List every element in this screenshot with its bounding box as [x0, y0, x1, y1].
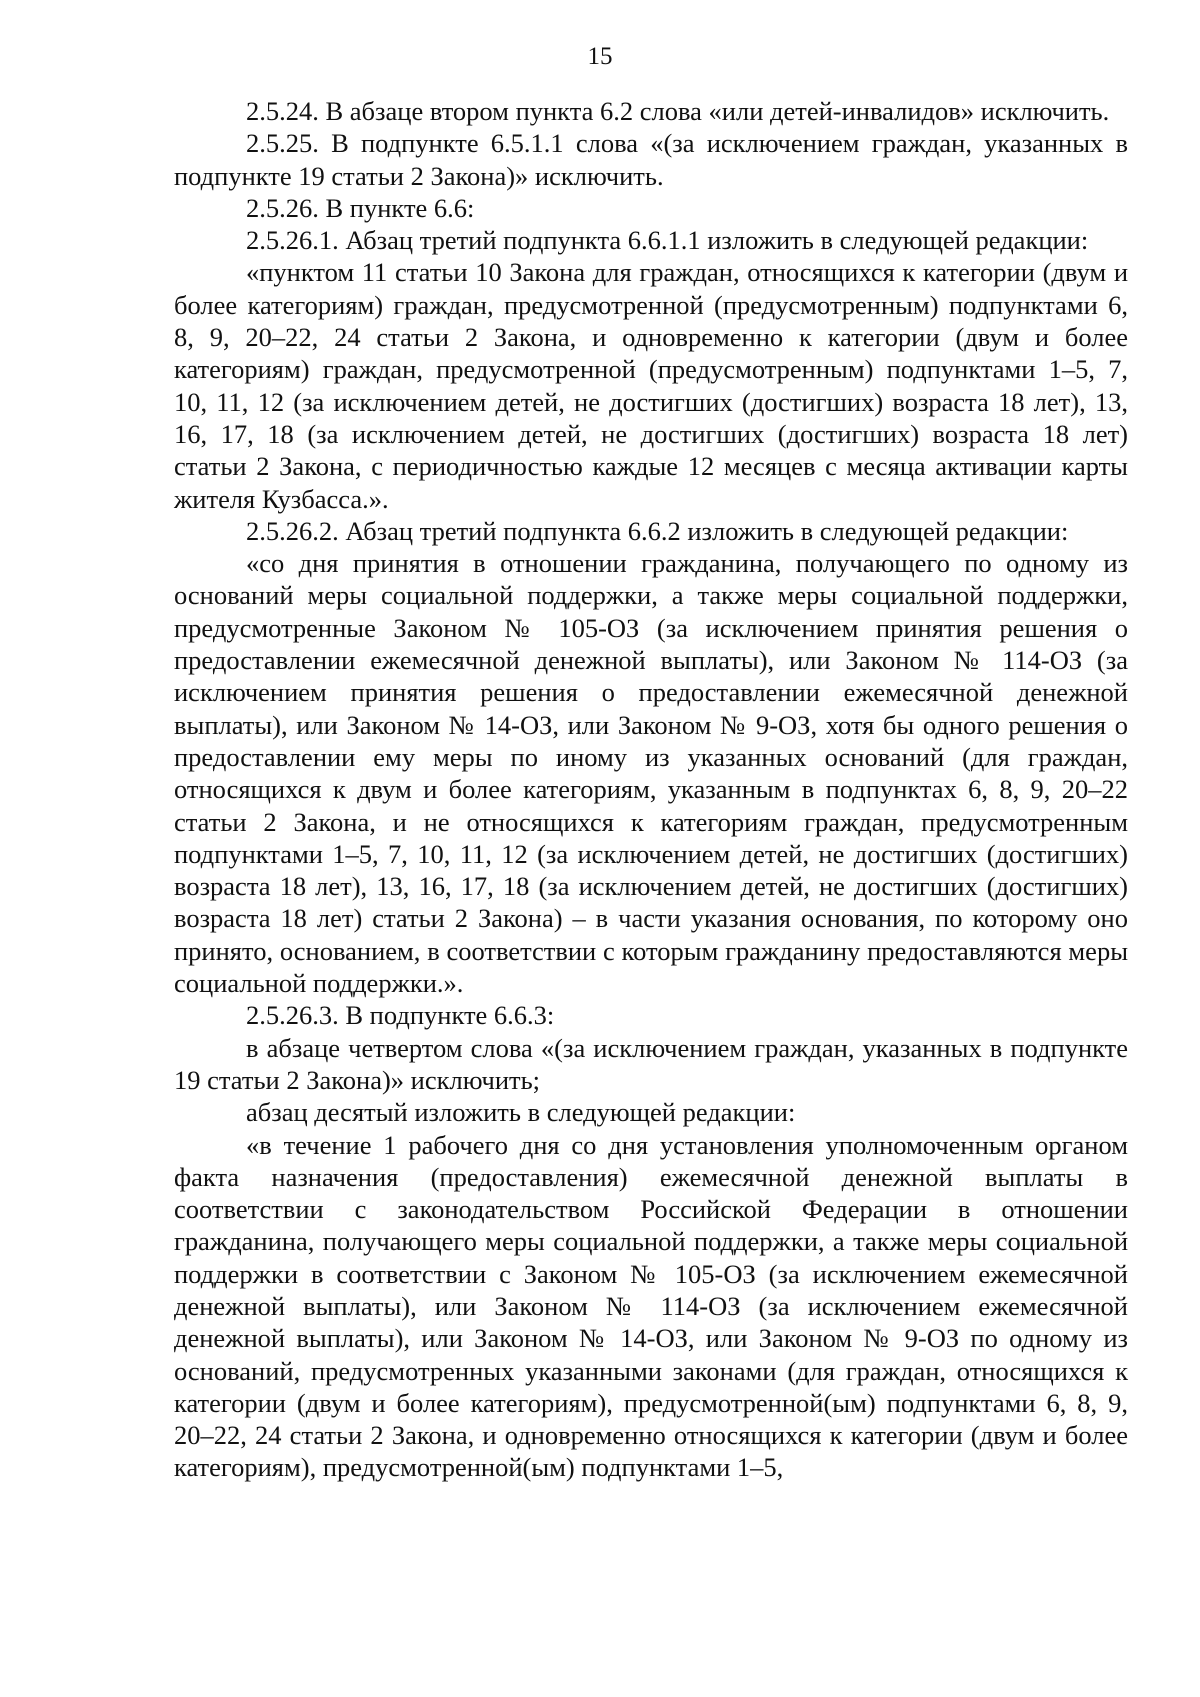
paragraph-2-5-26-3: 2.5.26.3. В подпункте 6.6.3:	[246, 1000, 555, 1031]
paragraph-2-5-26: 2.5.26. В пункте 6.6:	[246, 192, 475, 223]
document-body	[174, 95, 1128, 1484]
paragraph-abzac-tenth: абзац десятый изложить в следующей редакции:	[246, 1097, 796, 1128]
paragraph-2-5-25: 2.5.25. В подпункте 6.5.1.1 слова «(за исключением граждан, указанных в подпункте 19 статьи 2 Закона)» исключить.	[174, 128, 1128, 191]
paragraph-2-5-26-1: 2.5.26.1. Абзац третий подпункта 6.6.1.1 изложить в следующей редакции:	[246, 225, 1089, 256]
paragraph-abzac-fourth: в абзаце четвертом слова «(за исключением граждан, указанных в подпункте 19 статьи 2 Закона)» исключить;	[174, 1032, 1128, 1095]
page-number: 15	[587, 43, 613, 70]
paragraph-quote-6-6-1-1: «пунктом 11 статьи 10 Закона для граждан, относящихся к категории (двум и более категориям) граждан, предусмотренной (предусмотренным) подпунктами 6, 8, 9, 20–22, 24 статьи 2 Закона, и одновременно к категории (двум и более категориям) граждан, предусмотренной (предусмотренным) подпунктами 1–5, 7, 10, 11, 12 (за исключением детей, не достигших (достигших) возраста 18 лет), 13, 16, 17, 18 (за исключением детей, не достигших (достигших) возраста 18 лет) статьи 2 Закона, с периодичностью каждые 12 месяцев с месяца активации карты жителя Кузбасса.».	[174, 257, 1128, 514]
paragraph-2-5-24: 2.5.24. В абзаце втором пункта 6.2 слова «или детей-инвалидов» исключить.	[246, 96, 1110, 126]
paragraph-2-5-26-2: 2.5.26.2. Абзац третий подпункта 6.6.2 изложить в следующей редакции:	[246, 515, 1069, 546]
paragraph-quote-abzac-tenth: «в течение 1 рабочего дня со дня установления уполномоченным органом факта назначения (предоставления) ежемесячной денежной выплаты в соответствии с законодательством Российской Федерации в отношении гражданина, получающего меры социальной поддержки, а также меры социальной поддержки в соответствии с Законом № 105-ОЗ (за исключением ежемесячной денежной выплаты), или Законом № 114-ОЗ (за исключением ежемесячной денежной выплаты), или Законом № 14-ОЗ, или Законом № 9-ОЗ по одному из оснований, предусмотренных указанными законами (для граждан, относящихся к категории (двум и более категориям), предусмотренной(ым) подпунктами 6, 8, 9, 20–22, 24 статьи 2 Закона, и одновременно относящихся к категории (двум и более категориям), предусмотренной(ым) подпунктами 1–5,	[174, 1129, 1128, 1483]
paragraph-quote-6-6-2: «со дня принятия в отношении гражданина, получающего по одному из оснований меры социальной поддержки, а также меры социальной поддержки, предусмотренные Законом № 105-ОЗ (за исключением принятия решения о предоставлении ежемесячной денежной выплаты), или Законом № 114-ОЗ (за исключением принятия решения о предоставлении ежемесячной денежной выплаты), или Законом № 14-ОЗ, или Законом № 9-ОЗ, хотя бы одного решения о предоставлении ему меры по иному из указанных оснований (для граждан, относящихся к двум и более категориям, указанным в подпунктах 6, 8, 9, 20–22 статьи 2 Закона, и не относящихся к категориям граждан, предусмотренным подпунктами 1–5, 7, 10, 11, 12 (за исключением детей, не достигших (достигших) возраста 18 лет), 13, 16, 17, 18 (за исключением детей, не достигших (достигших) возраста 18 лет) статьи 2 Закона) – в части указания основания, по которому оно принято, основанием, в соответствии с которым гражданину предоставляются меры социальной поддержки.».	[174, 548, 1128, 999]
